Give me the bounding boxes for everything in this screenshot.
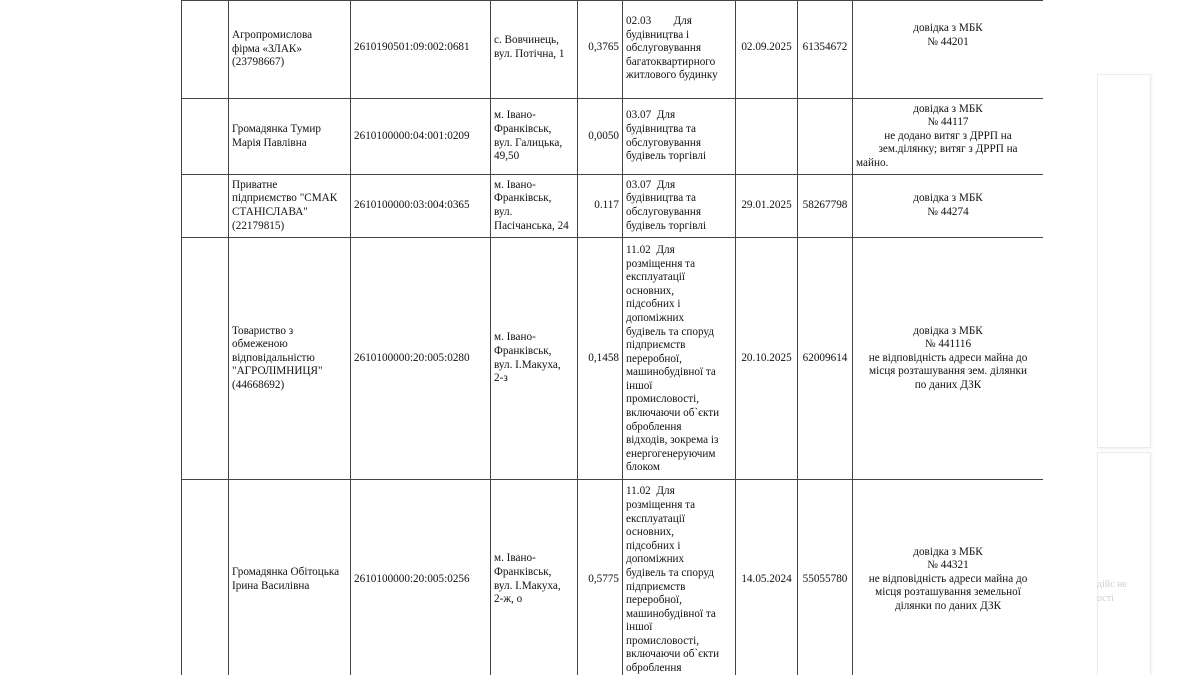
registration-number-cell: 55055780 <box>798 480 853 675</box>
land-register-table <box>181 0 1043 675</box>
background-text-1: дійс не <box>1097 579 1127 590</box>
background-text-2: ості <box>1097 593 1114 604</box>
text-line: Громадянка Тумир <box>232 122 321 135</box>
text-line: підсобних і <box>626 298 681 311</box>
text-line: 11.02 Для <box>626 485 675 498</box>
text-line: іншої <box>626 621 653 634</box>
text-line: промисловості, <box>626 393 700 406</box>
row-number-cell <box>182 175 229 238</box>
text-line: будівель торгівлі <box>626 150 707 163</box>
text-line: розміщення та <box>626 498 696 511</box>
text-line: підсобних і <box>626 539 681 552</box>
text-line: майно. <box>856 156 889 169</box>
note-cell <box>853 480 1044 675</box>
text-line: включаючи об`єкти <box>626 648 720 661</box>
table-row <box>182 238 1044 480</box>
text-line: блоком <box>626 461 660 474</box>
text-line: відповідальністю <box>232 351 315 364</box>
text-line: підприємств <box>626 580 686 593</box>
text-line: вул. Потічна, 1 <box>494 47 565 60</box>
text-line: будівель та споруд <box>626 566 714 579</box>
text-line: не відповідність адреси майна до <box>868 572 1028 585</box>
text-line: довідка з МБК <box>913 324 983 337</box>
table-row <box>182 175 1044 238</box>
text-line: № 44201 <box>927 35 969 48</box>
text-line: Марія Павлівна <box>232 136 307 149</box>
address-cell <box>491 175 578 238</box>
date-cell <box>736 99 798 175</box>
owner-cell <box>229 99 351 175</box>
text-line: м. Івано- <box>494 552 536 565</box>
text-line: експлуатації <box>626 271 685 284</box>
text-line: оброблення <box>626 420 682 433</box>
purpose-cell <box>623 175 736 238</box>
cadastral-number-cell: 2610100000:20:005:0280 <box>351 238 491 480</box>
text-line: основних, <box>626 526 675 539</box>
text-line: не відповідність адреси майна до <box>868 351 1028 364</box>
text-line: довідка з МБК <box>913 22 983 34</box>
text-line: с. Вовчинець, <box>494 34 559 46</box>
table-row <box>182 1 1044 99</box>
text-line: 03.07 Для <box>626 178 676 191</box>
row-number-cell <box>182 238 229 480</box>
address-cell <box>491 480 578 675</box>
text-line: СТАНІСЛАВА" <box>232 206 308 218</box>
note-cell <box>853 175 1044 238</box>
date-cell: 20.10.2025 <box>736 238 798 480</box>
text-line: 02.03 Для <box>626 15 692 27</box>
text-line: машинобудівної та <box>626 366 716 379</box>
text-line: Франківськ, <box>494 192 552 205</box>
text-line: не додано витяг з ДРРП на <box>884 129 1012 142</box>
address-cell <box>491 99 578 175</box>
address-cell <box>491 1 578 99</box>
text-line: переробної, <box>626 352 682 365</box>
text-line: відходів, зокрема із <box>626 434 719 447</box>
text-line: 11.02 Для <box>626 243 675 256</box>
text-line: житлового будинку <box>626 69 718 82</box>
area-cell: 0,0050 <box>578 99 623 175</box>
text-line: по даних ДЗК <box>914 378 982 391</box>
text-line: переробної, <box>626 594 682 607</box>
text-line: вул. Галицька, <box>494 136 563 149</box>
text-line: № 44117 <box>927 116 969 129</box>
text-line: вул. І.Макуха, <box>494 358 561 371</box>
registration-number-cell: 58267798 <box>798 175 853 238</box>
text-line: 2-ж, о <box>494 593 523 606</box>
row-number-cell <box>182 480 229 675</box>
owner-cell <box>229 175 351 238</box>
background-page-lower <box>1097 452 1151 675</box>
text-line: енергогенеруючим <box>626 447 716 460</box>
text-line: № 441116 <box>924 338 972 351</box>
text-line: довідка з МБК <box>913 545 983 558</box>
text-line: Агропромислова <box>232 29 313 41</box>
text-line: Франківськ, <box>494 344 552 357</box>
table-row <box>182 480 1044 675</box>
text-line: будівель торгівлі <box>626 219 707 232</box>
text-line: будівель та споруд <box>626 325 714 338</box>
text-line: (23798667) <box>232 56 285 69</box>
registration-number-cell <box>798 99 853 175</box>
text-line: іншої <box>626 379 653 392</box>
text-line: вул. <box>494 206 513 218</box>
text-line: (22179815) <box>232 219 285 232</box>
text-line: вул. І.Макуха, <box>494 579 561 592</box>
text-line: м. Івано- <box>494 178 536 191</box>
background-page-upper <box>1097 74 1151 448</box>
text-line: машинобудівної та <box>626 607 716 620</box>
text-line: Громадянка Обітоцька <box>232 565 340 578</box>
date-cell: 14.05.2024 <box>736 480 798 675</box>
text-line: обслуговування <box>626 42 702 55</box>
text-line: ділянки по даних ДЗК <box>894 599 1002 612</box>
text-line: обмеженою <box>232 338 288 351</box>
area-cell: 0,5775 <box>578 480 623 675</box>
text-line: допоміжних <box>626 311 685 324</box>
registration-number-cell: 61354672 <box>798 1 853 99</box>
purpose-cell <box>623 99 736 175</box>
text-line: обслуговування <box>626 136 702 149</box>
text-line: "АГРОЛІМНИЦЯ" <box>232 365 323 378</box>
text-line: Ірина Василівна <box>232 579 310 592</box>
text-line: експлуатації <box>626 512 685 525</box>
text-line: 49,50 <box>494 150 520 163</box>
document-page <box>181 0 1043 675</box>
owner-cell <box>229 480 351 675</box>
text-line: м. Івано- <box>494 109 536 122</box>
purpose-cell <box>623 238 736 480</box>
text-line: (44668692) <box>232 378 285 391</box>
date-cell: 29.01.2025 <box>736 175 798 238</box>
text-line: будівництва та <box>626 192 696 205</box>
area-cell: 0,3765 <box>578 1 623 99</box>
note-cell <box>853 1 1044 99</box>
text-line: будівництва та <box>626 122 696 135</box>
text-line: багатоквартирного <box>626 55 716 68</box>
area-cell: 0.117 <box>578 175 623 238</box>
text-line: Франківськ, <box>494 565 552 578</box>
text-line: розміщення та <box>626 257 696 270</box>
text-line: будівництва і <box>626 28 690 41</box>
note-cell <box>853 238 1044 480</box>
text-line: місця розташування зем. ділянки <box>869 365 1027 378</box>
text-line: зем.ділянку; витяг з ДРРП на <box>878 143 1018 156</box>
area-cell: 0,1458 <box>578 238 623 480</box>
registration-number-cell: 62009614 <box>798 238 853 480</box>
text-line: включаючи об`єкти <box>626 407 720 420</box>
text-line: Франківськ, <box>494 122 552 135</box>
text-line: підприємство "СМАК <box>232 192 338 205</box>
text-line: фірма «ЗЛАК» <box>232 42 302 55</box>
row-number-cell <box>182 99 229 175</box>
row-number-cell <box>182 1 229 99</box>
cadastral-number-cell: 2610100000:03:004:0365 <box>351 175 491 238</box>
text-line: № 44321 <box>927 559 969 572</box>
owner-cell <box>229 1 351 99</box>
text-line: промисловості, <box>626 634 700 647</box>
table-row <box>182 99 1044 175</box>
date-cell: 02.09.2025 <box>736 1 798 99</box>
text-line: 2-з <box>494 372 508 385</box>
text-line: підприємств <box>626 339 686 352</box>
text-line: Приватне <box>232 178 278 191</box>
text-line: місця розташування земельної <box>875 586 1021 599</box>
text-line: Товариство з <box>232 324 294 337</box>
purpose-cell <box>623 480 736 675</box>
cadastral-number-cell: 2610100000:04:001:0209 <box>351 99 491 175</box>
text-line: основних, <box>626 284 675 297</box>
purpose-cell <box>623 1 736 99</box>
owner-cell <box>229 238 351 480</box>
note-cell <box>853 99 1044 175</box>
text-line: довідка з МБК <box>913 102 983 115</box>
text-line: Пасічанська, 24 <box>494 219 569 232</box>
cadastral-number-cell: 2610190501:09:002:0681 <box>351 1 491 99</box>
text-line: № 44274 <box>927 206 969 218</box>
text-line: допоміжних <box>626 553 685 566</box>
cadastral-number-cell: 2610100000:20:005:0256 <box>351 480 491 675</box>
text-line: обслуговування <box>626 206 702 218</box>
text-line: оброблення <box>626 662 682 675</box>
text-line: м. Івано- <box>494 331 536 344</box>
text-line: довідка з МБК <box>913 192 983 205</box>
text-line: 03.07 Для <box>626 109 676 122</box>
address-cell <box>491 238 578 480</box>
